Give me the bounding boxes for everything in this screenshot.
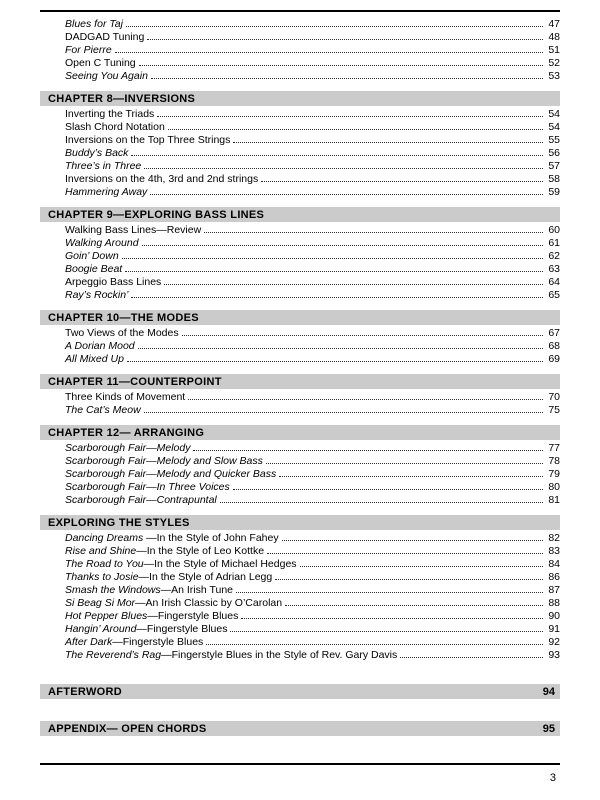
toc-entry <box>40 134 560 147</box>
toc-entry-page: 60 <box>548 224 560 236</box>
toc-entry-page: 92 <box>548 636 560 648</box>
dot-leader <box>144 412 543 413</box>
toc-entry-page: 75 <box>548 404 560 416</box>
dot-leader <box>144 168 543 169</box>
section-header-bar <box>40 684 560 699</box>
dot-leader <box>261 181 543 182</box>
toc-entry-title-italic: Seeing You Again <box>65 70 148 82</box>
toc-entry-title-roman: —In the Style of Michael Hedges <box>143 558 297 570</box>
toc-entry-title <box>65 481 230 494</box>
section-header-label: AFTERWORD <box>48 685 122 698</box>
dot-leader <box>122 258 543 259</box>
toc-entry-page: 48 <box>548 31 560 43</box>
toc-entry <box>40 327 560 340</box>
toc-entry-title <box>65 636 203 649</box>
toc-entry-page: 47 <box>548 18 560 30</box>
toc-entry-title-italic: Dancing Dreams <box>65 532 147 544</box>
toc-entry-page: 90 <box>548 610 560 622</box>
section-header-bar <box>40 207 560 222</box>
toc-entry-title-roman: —An Irish Classic by O’Carolan <box>135 597 283 609</box>
toc-section <box>40 91 560 199</box>
toc-entry-page: 53 <box>548 70 560 82</box>
toc-entry-page: 91 <box>548 623 560 635</box>
toc-entry-title <box>65 327 179 340</box>
dot-leader <box>151 78 543 79</box>
toc-section <box>40 425 560 507</box>
dot-leader <box>147 39 543 40</box>
toc-entry-title-italic: The Road to You <box>65 558 144 570</box>
dot-leader <box>127 361 543 362</box>
dot-leader <box>125 271 543 272</box>
dot-leader <box>131 155 543 156</box>
toc-entry <box>40 121 560 134</box>
toc-entry-page: 54 <box>548 108 560 120</box>
section-header-label: CHAPTER 12— ARRANGING <box>48 426 205 439</box>
toc-entry-title-italic: Walking Around <box>65 237 139 249</box>
toc-entry-title <box>65 224 201 237</box>
toc-entry-title-italic: Hammering Away <box>65 186 148 198</box>
toc-entry-title-italic: For Pierre <box>65 44 112 56</box>
toc-entry-title-roman: —Fingerstyle Blues <box>147 610 239 622</box>
toc-entry-title-italic: Ray’s Rockin’ <box>65 289 129 301</box>
toc-entry-title-roman: Arpeggio Bass Lines <box>65 276 162 288</box>
dot-leader <box>204 232 543 233</box>
dot-leader <box>230 631 543 632</box>
toc-entry-title <box>65 250 119 263</box>
toc-entry-title <box>65 584 233 597</box>
toc-entry <box>40 57 560 70</box>
dot-leader <box>233 142 543 143</box>
toc-entry-title-italic: The Reverend’s Rag <box>65 649 162 661</box>
toc-entry-title <box>65 31 144 44</box>
toc-entry <box>40 340 560 353</box>
toc-entry-title-roman: —In the Style of Leo Kottke <box>136 545 265 557</box>
dot-leader <box>131 297 543 298</box>
dot-leader <box>142 245 543 246</box>
toc-entry <box>40 186 560 199</box>
dot-leader <box>282 540 543 541</box>
dot-leader <box>266 463 543 464</box>
toc-entry-page: 81 <box>548 494 560 506</box>
toc-entry-page: 80 <box>548 481 560 493</box>
toc-entry-page: 87 <box>548 584 560 596</box>
dot-leader <box>193 450 543 451</box>
toc-entry <box>40 545 560 558</box>
section-header-bar <box>40 425 560 440</box>
toc-entry-title <box>65 173 258 186</box>
section-header-bar <box>40 310 560 325</box>
toc-entry <box>40 481 560 494</box>
toc-entry <box>40 263 560 276</box>
toc-entry <box>40 31 560 44</box>
toc-entry-title-italic: Thanks to Josie <box>65 571 139 583</box>
toc-entry-page: 64 <box>548 276 560 288</box>
section-header-bar <box>40 91 560 106</box>
section-header-bar <box>40 515 560 530</box>
toc-entry-title-italic: Scarborough Fair—Melody <box>65 442 191 454</box>
toc-entry-title <box>65 186 147 199</box>
dot-leader <box>188 399 543 400</box>
dot-leader <box>157 116 543 117</box>
dot-leader <box>267 553 543 554</box>
section-header-label: EXPLORING THE STYLES <box>48 516 190 529</box>
toc-entry-page: 88 <box>548 597 560 609</box>
toc-entry <box>40 250 560 263</box>
toc-entry <box>40 70 560 83</box>
toc-entry-title <box>65 70 148 83</box>
toc-entry-title <box>65 18 123 31</box>
section-header-label: APPENDIX— OPEN CHORDS <box>48 722 207 735</box>
toc-entry-title <box>65 237 139 250</box>
toc-entry <box>40 455 560 468</box>
toc-entry-page: 56 <box>548 147 560 159</box>
toc-entry-title <box>65 147 128 160</box>
toc-entry-page: 84 <box>548 558 560 570</box>
toc-entry-title-roman: Three Kinds of Movement <box>65 391 186 403</box>
toc-entry-title <box>65 597 282 610</box>
dot-leader <box>115 52 543 53</box>
toc-entry-page: 62 <box>548 250 560 262</box>
toc-entry-page: 55 <box>548 134 560 146</box>
toc-entry-title <box>65 455 263 468</box>
toc-entry <box>40 532 560 545</box>
dot-leader <box>285 605 543 606</box>
dot-leader <box>164 284 543 285</box>
toc-entry-page: 63 <box>548 263 560 275</box>
toc-entry-title <box>65 610 238 623</box>
dot-leader <box>241 618 543 619</box>
toc-entry <box>40 494 560 507</box>
toc-entry-title-roman: DADGAD Tuning <box>65 31 145 43</box>
toc-entry <box>40 558 560 571</box>
toc-entry-title-italic: Boogie Beat <box>65 263 123 275</box>
dot-leader <box>206 644 543 645</box>
toc-entry <box>40 224 560 237</box>
toc-entry-title <box>65 121 165 134</box>
toc-entry <box>40 391 560 404</box>
toc-entry-title <box>65 108 154 121</box>
toc-entry-title-roman: —Fingerstyle Blues in the Style of Rev. Gary Davis <box>161 649 398 661</box>
toc-entry-title-roman: Slash Chord Notation <box>65 121 165 133</box>
dot-leader <box>126 26 543 27</box>
toc-entry-title <box>65 468 276 481</box>
toc-entry <box>40 649 560 662</box>
section-header-bar <box>40 374 560 389</box>
toc-entry-title-italic: Hot Pepper Blues <box>65 610 148 622</box>
toc-entry-title <box>65 391 185 404</box>
toc-entry-title-roman: —Fingerstyle Blues <box>112 636 204 648</box>
dot-leader <box>300 566 543 567</box>
page-number: 3 <box>549 772 556 784</box>
toc-entry-title-italic: Scarborough Fair—In Three Voices <box>65 481 230 493</box>
toc-entry-page: 77 <box>548 442 560 454</box>
toc-entry-title-italic: Buddy’s Back <box>65 147 129 159</box>
toc-sections <box>40 18 560 736</box>
toc-entry-page: 52 <box>548 57 560 69</box>
toc-entry-title <box>65 545 264 558</box>
dot-leader <box>139 65 543 66</box>
toc-section <box>40 515 560 662</box>
toc-entry-page: 78 <box>548 455 560 467</box>
toc-entry-title <box>65 494 217 507</box>
section-header-label: CHAPTER 11—COUNTERPOINT <box>48 375 222 388</box>
section-header-page: 94 <box>542 685 555 698</box>
toc-entry-title-roman: Inversions on the Top Three Strings <box>65 134 231 146</box>
toc-entry-page: 67 <box>548 327 560 339</box>
dot-leader <box>400 657 543 658</box>
toc-entry-title <box>65 44 112 57</box>
toc-entry <box>40 353 560 366</box>
toc-entry-title <box>65 263 122 276</box>
toc-section <box>40 18 560 83</box>
toc-entry-title-italic: After Dark <box>65 636 113 648</box>
toc-entry <box>40 442 560 455</box>
toc-entry-page: 54 <box>548 121 560 133</box>
toc-entry <box>40 636 560 649</box>
toc-entry-title-roman: Open C Tuning <box>65 57 136 69</box>
section-header-label: CHAPTER 8—INVERSIONS <box>48 92 196 105</box>
toc-entry-title-roman: —An Irish Tune <box>160 584 233 596</box>
toc-entry-title-roman: Inverting the Triads <box>65 108 155 120</box>
dot-leader <box>182 335 543 336</box>
toc-entry-page: 58 <box>548 173 560 185</box>
toc-entry-title-italic: Blues for Taj <box>65 18 123 30</box>
toc-entry-title <box>65 558 297 571</box>
toc-entry-title-roman: —In the Style of Adrian Legg <box>138 571 273 583</box>
top-rule <box>40 10 560 12</box>
section-header-page: 95 <box>542 722 555 735</box>
toc-entry-title-italic: Hangin’ Around <box>65 623 137 635</box>
toc-entry <box>40 237 560 250</box>
toc-entry-title <box>65 276 161 289</box>
toc-entry <box>40 404 560 417</box>
toc-entry <box>40 44 560 57</box>
toc-entry-page: 68 <box>548 340 560 352</box>
toc-entry <box>40 597 560 610</box>
toc-entry-page: 65 <box>548 289 560 301</box>
toc-entry-title <box>65 289 128 302</box>
toc-entry-title-italic: All Mixed Up <box>65 353 124 365</box>
toc-entry-title <box>65 57 136 70</box>
toc-entry-title-italic: The Cat’s Meow <box>65 404 141 416</box>
toc-section <box>40 721 560 736</box>
toc-entry <box>40 147 560 160</box>
dot-leader <box>275 579 543 580</box>
dot-leader <box>168 129 543 130</box>
toc-entry-title <box>65 649 397 662</box>
toc-entry-page: 69 <box>548 353 560 365</box>
toc-entry-title-roman: Two Views of the Modes <box>65 327 179 339</box>
toc-entry <box>40 623 560 636</box>
toc-entry <box>40 108 560 121</box>
section-header-label: CHAPTER 9—EXPLORING BASS LINES <box>48 208 265 221</box>
toc-entry-title-italic: Three’s in Three <box>65 160 142 172</box>
toc-entry-title-italic: Scarborough Fair—Melody and Quicker Bass <box>65 468 277 480</box>
toc-entry <box>40 571 560 584</box>
dot-leader <box>150 194 543 195</box>
dot-leader <box>220 502 543 503</box>
toc-entry-title <box>65 532 279 545</box>
toc-entry-title-italic: Scarborough Fair—Contrapuntal <box>65 494 217 506</box>
toc-entry-page: 83 <box>548 545 560 557</box>
dot-leader <box>138 348 543 349</box>
toc-entry-title <box>65 134 230 147</box>
toc-entry-page: 82 <box>548 532 560 544</box>
toc-entry-title-roman: Inversions on the 4th, 3rd and 2nd strings <box>65 173 259 185</box>
toc-section <box>40 207 560 302</box>
toc-entry-title <box>65 571 272 584</box>
toc-entry-title <box>65 340 135 353</box>
toc-section <box>40 684 560 699</box>
toc-entry-title-italic: A Dorian Mood <box>65 340 135 352</box>
toc-section <box>40 310 560 366</box>
toc-entry-title-roman: —In the Style of John Fahey <box>146 532 279 544</box>
toc-entry-title-italic: Scarborough Fair—Melody and Slow Bass <box>65 455 263 467</box>
toc-entry-page: 59 <box>548 186 560 198</box>
toc-entry-title <box>65 404 141 417</box>
bottom-rule <box>40 763 560 765</box>
toc-entry <box>40 584 560 597</box>
toc-entry-title-roman: Walking Bass Lines—Review <box>65 224 202 236</box>
toc-entry-page: 57 <box>548 160 560 172</box>
toc-entry-title-roman: —Fingerstyle Blues <box>136 623 228 635</box>
toc-entry-page: 86 <box>548 571 560 583</box>
toc-entry <box>40 289 560 302</box>
section-header-label: CHAPTER 10—THE MODES <box>48 311 199 324</box>
toc-entry-page: 70 <box>548 391 560 403</box>
toc-entry-title <box>65 160 141 173</box>
toc-entry-title-italic: Smash the Windows <box>65 584 161 596</box>
toc-entry <box>40 276 560 289</box>
toc-entry <box>40 173 560 186</box>
toc-entry <box>40 160 560 173</box>
section-header-bar <box>40 721 560 736</box>
toc-entry-title-italic: Goin’ Down <box>65 250 119 262</box>
toc-entry-page: 61 <box>548 237 560 249</box>
toc-entry-title-italic: Rise and Shine <box>65 545 137 557</box>
toc-entry-page: 93 <box>548 649 560 661</box>
toc-entry-title-italic: Si Beag Si Mor <box>65 597 136 609</box>
toc-entry <box>40 18 560 31</box>
toc-entry-page: 51 <box>548 44 560 56</box>
toc-entry <box>40 610 560 623</box>
toc-entry-title <box>65 442 190 455</box>
toc-section <box>40 374 560 417</box>
toc-entry-page: 79 <box>548 468 560 480</box>
toc-entry-title <box>65 353 124 366</box>
dot-leader <box>236 592 543 593</box>
toc-entry-title <box>65 623 227 636</box>
dot-leader <box>233 489 543 490</box>
dot-leader <box>279 476 543 477</box>
toc-entry <box>40 468 560 481</box>
